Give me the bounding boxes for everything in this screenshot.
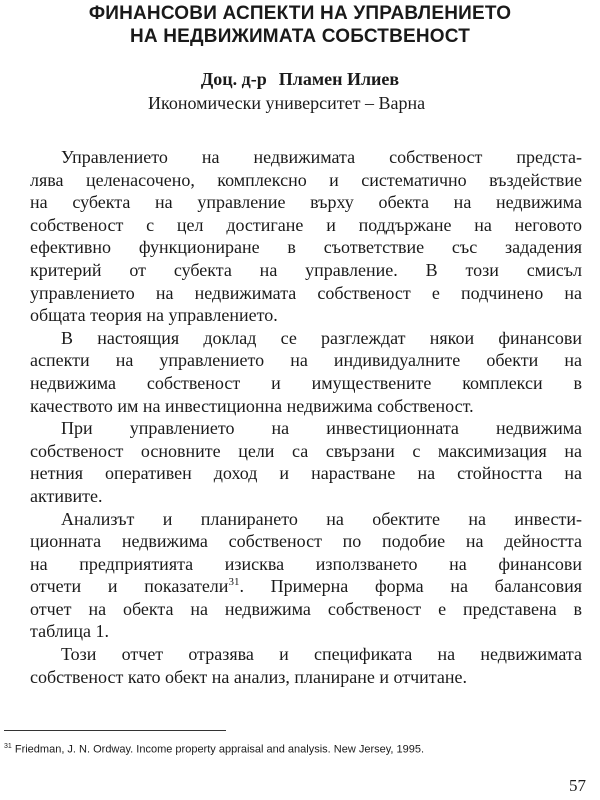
text-line: на субекта на управление върху обекта на недвижима — [30, 192, 582, 213]
text-line: отчет на обекта на недвижима собственост е представена в — [30, 598, 582, 619]
ref-line-start: отчети и показатели — [30, 576, 229, 597]
text-line: нетния оперативен доход и нарастване на стойността на — [30, 463, 582, 484]
text-line: собственост като обект на анализ, планиране и отчитане. — [30, 666, 467, 687]
paper-title — [0, 2, 600, 48]
text-line: общата теория на управлението. — [30, 305, 278, 326]
footnote-ref-mark: 31 — [228, 576, 240, 589]
text-line: управлението на недвижимата собственост е подчинено на — [30, 282, 582, 303]
author-rank: Доц. д-р — [200, 69, 267, 89]
ref-line-end: . Примерна форма на балансовия — [239, 576, 582, 597]
text-line: критерий от субекта на управление. В този смисъл — [30, 259, 582, 280]
text-line: качеството им на инвестиционна недвижима собственост. — [30, 395, 474, 416]
paragraph-2 — [30, 327, 582, 417]
title-line-1: ФИНАНСОВИ АСПЕКТИ НА УПРАВЛЕНИЕТО — [88, 3, 512, 24]
title-line-2: НА НЕДВИЖИМАТА СОБСТВЕНОСТ — [129, 26, 471, 47]
text-line: Управлението на недвижимата собственост предста- — [61, 147, 582, 167]
text-line: недвижима собственост и имуществените комплекси в — [30, 372, 582, 393]
text-line: аспекти на управлението на индивидуалните обекти на — [30, 350, 582, 371]
author-affiliation: Икономически университет – Варна — [148, 93, 426, 113]
footnote-divider — [4, 730, 226, 731]
footnote-text: Friedman, J. N. Ordway. Income property appraisal and analysis. New Jersey, 1995. — [14, 743, 425, 756]
text-line-with-footnote-ref — [30, 575, 582, 598]
text-line: При управлението на инвестиционната недвижима — [61, 418, 582, 439]
text-line: В настоящия доклад се разглеждат някои финансови — [61, 327, 582, 348]
text-line: на предприятията изисква използването на финансови — [30, 553, 582, 574]
text-line: таблица 1. — [30, 621, 110, 642]
author-name: Пламен Илиев — [278, 69, 400, 89]
footnote — [4, 740, 424, 757]
text-line: Този отчет отразява и спецификата на недвижимата — [61, 644, 582, 665]
text-line: собственост основните цели са свързани с максимизация на — [30, 440, 582, 461]
author-line — [0, 68, 600, 90]
text-line: ционната недвижима собственост по подобие на дейността — [30, 531, 582, 552]
text-line: Анализът и планирането на обектите на инвести- — [61, 508, 582, 529]
text-line: ефективно функциониране в съответствие със зададения — [30, 237, 582, 258]
paragraph-3 — [30, 417, 582, 507]
footnote-mark: 31 — [4, 743, 12, 750]
text-line: собственост с цел достигане и поддържане на неговото — [30, 214, 582, 235]
paragraph-5 — [30, 643, 582, 688]
text-line: лява целенасочено, комплексно и систематично въздействие — [30, 169, 582, 190]
page-number: 57 — [569, 776, 586, 795]
paragraph-1 — [30, 146, 582, 327]
body-text — [30, 146, 582, 688]
text-line: активите. — [30, 485, 103, 506]
paragraph-4 — [30, 508, 582, 644]
